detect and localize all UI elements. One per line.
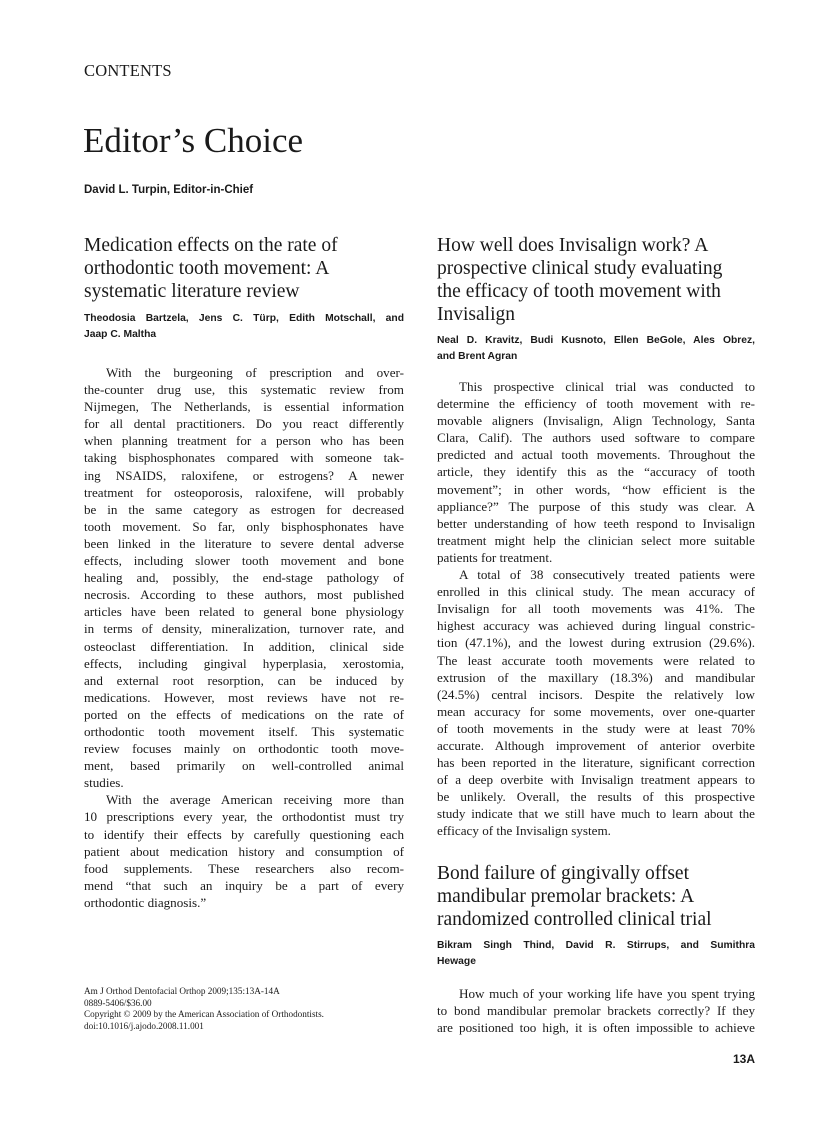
article-body (437, 378, 755, 840)
body-line: determine the efficiency of tooth movement with re- (437, 396, 755, 412)
body-line: (24.5%) central incisors. Despite the relatively low (437, 686, 755, 702)
body-line: tooth movement. So far, only bisphosphonates have (84, 518, 404, 534)
body-line: and external root resorption, can be induced by (84, 672, 404, 688)
body-line: effects, including slower tooth movement and bone (84, 553, 404, 569)
body-line: ing NSAIDS, raloxifene, or estrogens? A newer (84, 467, 404, 483)
page-title: Editor’s Choice (83, 121, 304, 160)
body-line: orthodontic diagnosis.” (84, 894, 207, 910)
body-line: tion (47.1%), and the lowest during extrusion (29.6%). (437, 635, 755, 651)
body-line: highest accuracy was achieved during lingual constric- (437, 618, 755, 634)
body-line: better understanding of how teeth respond to Invisalign (437, 515, 755, 531)
article-authors: Theodosia Bartzela, Jens C. Türp, Edith Motschall, and Jaap C. Maltha (84, 313, 404, 340)
body-line: to bond mandibular premolar brackets correctly? If they (437, 1003, 755, 1019)
body-line: This prospective clinical trial was conducted to (459, 379, 755, 394)
article-body (84, 364, 404, 911)
body-line: 10 prescriptions every year, the orthodontist must try (84, 809, 404, 825)
body-line: of a deep overbite with Invisalign treatment appears to (437, 772, 755, 788)
body-line: A total of 38 consecutively treated patients were (459, 567, 755, 583)
body-line: extrusion of the maxillary (18.3%) and mandibular (437, 669, 755, 685)
body-line: healing and, possibly, the end-stage pathology of (84, 570, 404, 586)
article-medication-effects (84, 234, 404, 303)
body-line: accurate. Although improvement of anterior overbite (437, 737, 755, 753)
body-line: patients for treatment. (437, 549, 553, 565)
body-line: are positioned too high, it is often impossible to achieve (437, 1020, 755, 1036)
body-line: ported on the effects of medications on the rate of (84, 706, 404, 722)
body-line: be in the same category as estrogen for decreased (84, 501, 404, 517)
body-line: study indicate that we still have much to learn about the (437, 806, 755, 822)
body-line: be unlikely. Overall, the results of this prospective (437, 789, 755, 805)
body-line: medications. However, most reviews have not re- (84, 689, 404, 705)
body-line: mean accuracy for some movements, over one-quarter (437, 703, 755, 719)
body-line: How much of your working life have you spent trying (459, 986, 755, 1001)
body-line: has been reported in the literature, significant correction (437, 755, 755, 771)
body-line: mend “that such an inquiry be a part of every (84, 877, 404, 893)
body-line: the-counter drug use, this systematic review from (84, 382, 404, 398)
section-label: CONTENTS (84, 61, 172, 80)
article-title: Medication effects on the rate of orthodontic tooth movement: A systematic literature review (84, 235, 338, 302)
body-line: orthodontic tooth movement itself. This systematic (84, 723, 404, 739)
page-number: 13A (732, 1052, 755, 1066)
body-line: been linked in the literature to severe dental adverse (84, 535, 404, 551)
editor-byline: David L. Turpin, Editor-in-Chief (84, 184, 254, 196)
body-line: taking bisphosphonates compared with someone tak- (84, 450, 404, 466)
body-line: treatment might help the clinician select more suitable (437, 532, 755, 548)
body-line: patient about medication history and consumption of (84, 843, 404, 859)
body-line: Clara, Calif). The authors used software to compare (437, 430, 755, 446)
article-title: How well does Invisalign work? A prospective clinical study evaluating the efficacy of tooth movement with Invisalign (437, 235, 723, 325)
body-line: osteoclast differentiation. In addition, clinical side (84, 638, 404, 654)
body-line: in terms of density, mineralization, turnover rate, and (84, 621, 404, 637)
body-line: review focuses mainly on orthodontic tooth move- (84, 741, 404, 757)
body-line: movement”; in other words, “how efficient is the (437, 481, 755, 497)
body-line: movable aligners (Invisalign, Align Technology, Santa (437, 413, 755, 429)
body-line: food supplements. These researchers also recom- (84, 860, 404, 876)
body-line: article, they identify this as the “accuracy of tooth (437, 464, 755, 480)
article-title: Bond failure of gingivally offset mandibular premolar brackets: A randomized controlled clinical trial (437, 863, 712, 930)
article-body (437, 985, 755, 1036)
body-line: articles have been related to general bone physiology (84, 604, 404, 620)
article-authors: Neal D. Kravitz, Budi Kusnoto, Ellen BeGole, Ales Obrez, and Brent Agran (437, 335, 755, 362)
body-line: to identify their effects by carefully questioning each (84, 826, 404, 842)
body-line: ment, based primarily on well-controlled animal (84, 758, 404, 774)
body-line: Nijmegen, The Netherlands, is essential information (84, 399, 404, 415)
body-line: when planning treatment for a person who has been (84, 433, 404, 449)
article-invisalign (437, 234, 755, 326)
body-line: effects, including gingival hyperplasia, xerostomia, (84, 655, 404, 671)
body-line: predicted and actual tooth movements. Throughout the (437, 447, 755, 463)
body-line: appliance?” The purpose of this study was clear. A (437, 498, 755, 514)
body-line: efficacy of the Invisalign system. (437, 823, 611, 839)
body-line: for all dental practitioners. Do you react differently (84, 416, 404, 432)
body-line: treatment for osteoporosis, raloxifene, will probably (84, 484, 404, 500)
body-line: studies. (84, 775, 124, 791)
body-line: With the average American receiving more than (106, 792, 404, 808)
citation-footer: Am J Orthod Dentofacial Orthop 2009;135:13A-14A 0889-5406/$36.00 Copyright © 2009 by the American Association of Orthodontists. doi:10.1016/j.ajodo.2008.11.001 (84, 986, 324, 1031)
body-line: necrosis. According to these authors, most published (84, 587, 404, 603)
body-line: With the burgeoning of prescription and over- (106, 365, 404, 380)
article-authors: Bikram Singh Thind, David R. Stirrups, and Sumithra Hewage (437, 940, 755, 967)
body-line: Invisalign for all tooth movements was 41%. The (437, 601, 755, 617)
body-line: The least accurate tooth movements were related to (437, 652, 755, 668)
body-line: enrolled in this clinical study. The mean accuracy of (437, 584, 755, 600)
article-bond-failure (437, 862, 755, 931)
body-line: of tooth movements in the study were at least 70% (437, 720, 755, 736)
